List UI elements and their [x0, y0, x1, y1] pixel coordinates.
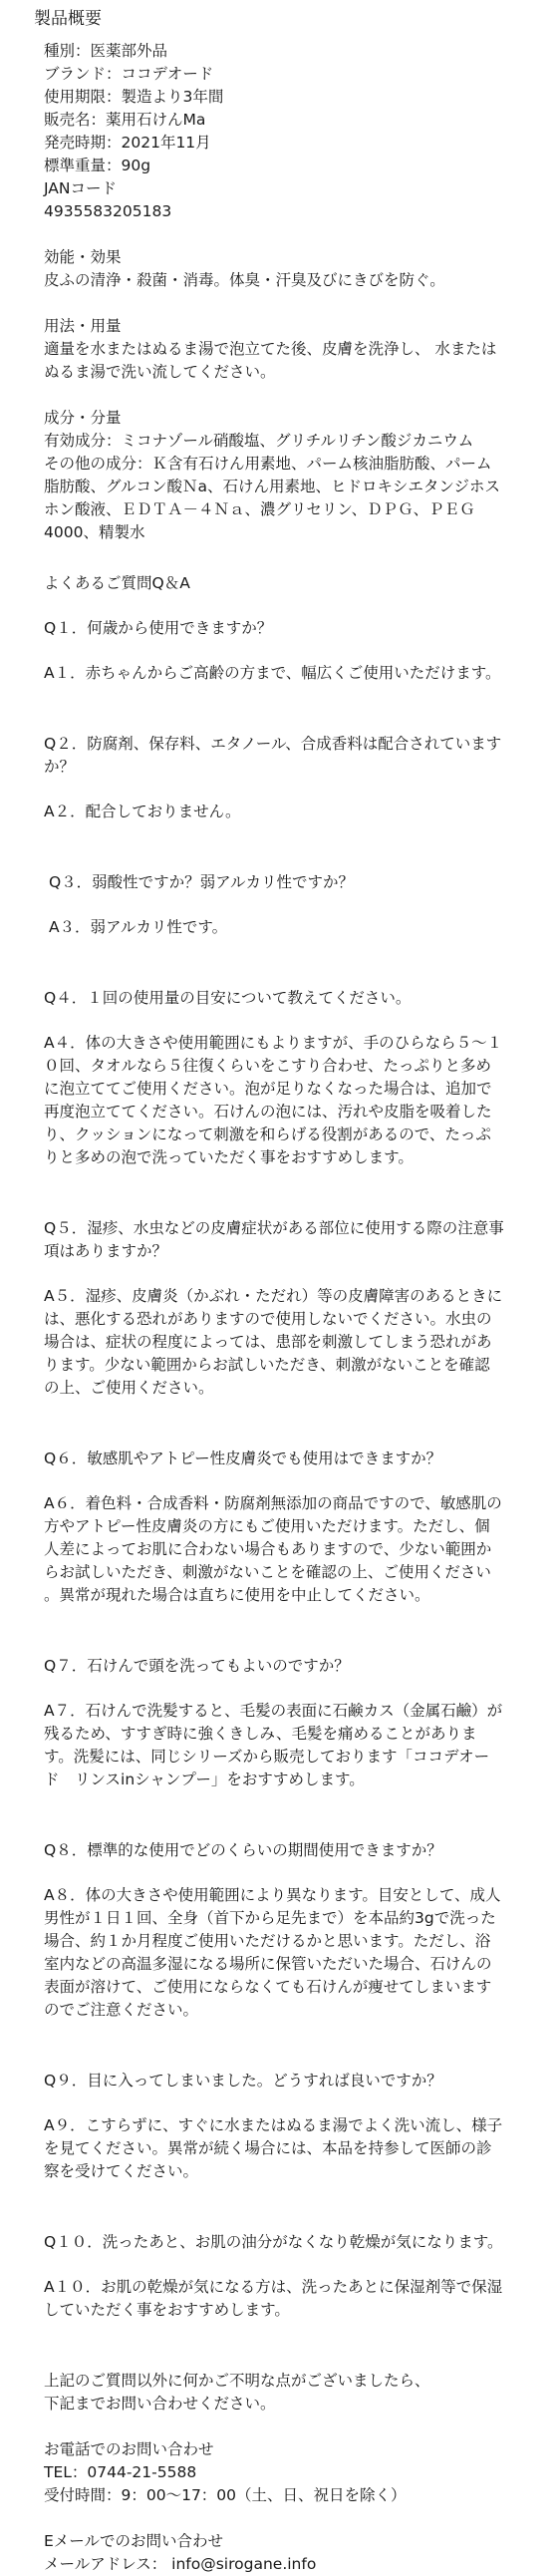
spec-weight: 標準重量：90g — [44, 157, 151, 174]
faq-question-line: Q３．弱酸性ですか？弱アルカリ性ですか？ — [44, 873, 355, 891]
faq-answer-line: のでご注意ください。 — [44, 2001, 199, 2019]
faq-answer-line: 男性が１日１回、全身（首下から足先まで）を本品約3gで洗った — [44, 1909, 496, 1927]
faq-answer-line: A３．弱アルカリ性です。 — [44, 918, 228, 936]
faq-answer — [44, 1492, 534, 1607]
usage-section — [44, 315, 534, 384]
faq-answer-line: ります。少ない範囲からお試しいただき、刺激がないことを確認 — [44, 1356, 490, 1374]
closing-line: 下記までお問い合わせください。 — [44, 2395, 276, 2413]
email-contact-heading: Eメールでのお問い合わせ — [44, 2532, 223, 2550]
spec-jan-code: 4935583205183 — [44, 202, 172, 220]
faq-question-line: Q５．湿疹、水虫などの皮膚症状がある部位に使用する際の注意事 — [44, 1219, 504, 1237]
ingredients-line: その他の成分：Ｋ含有石けん用素地、パーム核油脂肪酸、パーム — [44, 455, 492, 473]
faq-answer-line: 方やアトピー性皮膚炎の方にもご使用いただけます。ただし、個 — [44, 1517, 490, 1535]
faq-answer-line: りと多めの泡で洗っていただく事をおすすめします。 — [44, 1148, 414, 1166]
spec-list — [44, 40, 534, 223]
faq-question — [44, 1217, 534, 1263]
faq-item — [44, 871, 534, 939]
faq-item — [44, 2070, 534, 2183]
spec-sales-name: 販売名：薬用石けんMa — [44, 111, 206, 129]
faq-answer-line: 場合は、症状の程度によっては、患部を刺激してしまう恐れがあ — [44, 1333, 492, 1351]
faq-answer-line: に泡立ててご使用ください。泡が足りなくなった場合は、追加で — [44, 1080, 492, 1098]
faq-item — [44, 1655, 534, 1791]
faq-answer-line: ０回、タオルなら５往復くらいをこすり合わせ、たっぷりと多め — [44, 1057, 492, 1075]
faq-heading-text: よくあるご質問Q＆A — [44, 574, 190, 592]
spec-type: 種別：医薬部外品 — [44, 42, 168, 60]
faq-answer-line: 再度泡立ててください。石けんの泡には、汚れや皮脂を吸着した — [44, 1103, 492, 1121]
faq-item — [44, 1839, 534, 2022]
ingredients-line: 脂肪酸、グルコン酸Ｎa、石けん用素地、ヒドロキシエタンジホス — [44, 478, 500, 495]
faq-answer-line: A２．配合しておりません。 — [44, 803, 241, 820]
closing-note — [44, 2370, 534, 2415]
faq-answer-line: A１０．お肌の乾燥が気になる方は、洗ったあとに保湿剤等で保湿 — [44, 2278, 503, 2296]
faq-answer-line: 表面が溶けて、ご使用にならなくても石けんが痩せてしまいます — [44, 1978, 492, 1996]
phone-hours: 受付時間：9：00～17：00（土、日、祝日を除く） — [44, 2486, 407, 2504]
email-contact — [44, 2530, 534, 2576]
ingredients-line: 4000、精製水 — [44, 523, 145, 541]
faq-answer-line: 人差によってお肌に合わない場合もありますので、少ない範囲か — [44, 1540, 492, 1558]
faq-answer — [44, 1032, 534, 1169]
faq-question-line: Q１０．洗ったあと、お肌の油分がなくなり乾燥が気になります。 — [44, 2233, 503, 2251]
ingredients-line: ホン酸液、ＥＤＴＡ－４Ｎａ、濃グリセリン、ＤＰＧ、ＰＥＧ — [44, 500, 475, 518]
faq-question — [44, 1655, 534, 1678]
faq-answer — [44, 662, 534, 685]
faq-question-line: Q２．防腐剤、保存料、エタノール、合成香料は配合されています — [44, 735, 502, 753]
faq-question — [44, 617, 534, 640]
spec-jan-label: JANコード — [44, 179, 117, 197]
page-title: 製品概要 — [34, 9, 102, 29]
faq-question — [44, 871, 534, 894]
faq-question — [44, 987, 534, 1010]
faq-answer-line: 察を受けてください。 — [44, 2162, 199, 2180]
usage-text-line: 適量を水またはぬるま湯で泡立てた後、皮膚を洗浄し、 水または — [44, 340, 497, 358]
ingredients-section — [44, 407, 534, 544]
faq-answer-line: を見てください。異常が続く場合には、本品を持参して医師の診 — [44, 2139, 492, 2157]
faq-answer-line: A１．赤ちゃんからご高齢の方まで、幅広くご使用いただけます。 — [44, 664, 501, 682]
usage-text-line: ぬるま湯で洗い流してください。 — [44, 363, 276, 381]
faq-answer-line: A８．体の大きさや使用範囲により異なります。目安として、成人 — [44, 1886, 501, 1904]
faq-item — [44, 1448, 534, 1607]
faq-answer — [44, 1285, 534, 1400]
faq-answer-line: り、クッションになって刺激を和らげる役割があるので、たっぷ — [44, 1126, 491, 1143]
faq-item — [44, 987, 534, 1169]
faq-answer-line: ド リンスinシャンプー」をおすすめします。 — [44, 1771, 365, 1788]
faq-question — [44, 733, 534, 779]
effect-section — [44, 246, 534, 292]
faq-item — [44, 2231, 534, 2322]
effect-text: 皮ふの清浄・殺菌・消毒。体臭・汗臭及びにきびを防ぐ。 — [44, 271, 445, 289]
faq-answer-line: 残るため、すすぎ時に強くきしみ、毛髪を痛めることがありま — [44, 1725, 477, 1743]
email-address: メールアドレス： info@sirogane.info — [44, 2555, 317, 2573]
faq-question-line: Q１．何歳から使用できますか？ — [44, 619, 273, 637]
faq-question-line: Q８．標準的な使用でどのくらいの期間使用できますか？ — [44, 1841, 442, 1859]
faq-answer — [44, 801, 534, 823]
phone-number: TEL：0744-21-5588 — [44, 2463, 197, 2481]
faq-question-line: か？ — [44, 758, 76, 776]
faq-item — [44, 617, 534, 685]
faq-answer-line: 。異常が現れた場合は直ちに使用を中止してください。 — [44, 1586, 430, 1604]
spec-expiry: 使用期限：製造より3年間 — [44, 88, 224, 106]
faq-answer-line: A４．体の大きさや使用範囲にもよりますが、手のひらなら５～１ — [44, 1034, 503, 1052]
faq-answer-line: 場合、約１か月程度ご使用いただけるかと思います。ただし、浴 — [44, 1932, 491, 1950]
faq-answer-line: A６．着色料・合成香料・防腐剤無添加の商品ですので、敏感肌の — [44, 1494, 502, 1512]
faq-question-line: Q７．石けんで頭を洗ってもよいのですか？ — [44, 1657, 350, 1675]
phone-contact — [44, 2438, 534, 2507]
faq-answer-line: A５．湿疹、皮膚炎（かぶれ・ただれ）等の皮膚障害のあるときに — [44, 1287, 503, 1305]
faq-answer-line: A７．石けんで洗髪すると、毛髪の表面に石鹸カス（金属石鹼）が — [44, 1702, 503, 1720]
faq-answer-line: らお試しいただき、刺激がないことを確認の上、ご使用ください — [44, 1563, 491, 1581]
faq-question — [44, 1448, 534, 1470]
faq-list — [44, 617, 534, 2322]
faq-answer-line: は、悪化する恐れがありますので使用しないでください。水虫の — [44, 1310, 492, 1328]
closing-line: 上記のご質問以外に何かご不明な点がございましたら、 — [44, 2372, 430, 2390]
spec-brand: ブランド：ココデオード — [44, 65, 214, 83]
faq-question-line: Q４．１回の使用量の目安について教えてください。 — [44, 989, 412, 1007]
faq-question — [44, 2070, 534, 2093]
usage-heading: 用法・用量 — [44, 317, 122, 335]
faq-heading — [44, 572, 534, 595]
faq-answer-line: A９．こすらずに、すぐに水またはぬるま湯でよく洗い流し、様子 — [44, 2116, 503, 2134]
faq-question-line: Q９．目に入ってしまいました。どうすれば良いですか？ — [44, 2072, 442, 2090]
faq-answer — [44, 916, 534, 939]
faq-question — [44, 2231, 534, 2254]
faq-question — [44, 1839, 534, 1862]
faq-item — [44, 733, 534, 823]
faq-answer — [44, 2114, 534, 2183]
phone-contact-heading: お電話でのお問い合わせ — [44, 2440, 214, 2458]
faq-answer — [44, 1884, 534, 2022]
faq-answer — [44, 2276, 534, 2322]
spec-release-date: 発売時期：2021年11月 — [44, 134, 211, 152]
faq-question-line: 項はありますか？ — [44, 1242, 168, 1260]
faq-answer — [44, 1700, 534, 1791]
faq-answer-line: の上、ご使用ください。 — [44, 1379, 214, 1397]
faq-answer-line: 室内などの高温多湿になる場所に保管いただいた場合、石けんの — [44, 1955, 492, 1973]
faq-question-line: Q６．敏感肌やアトピー性皮膚炎でも使用はできますか？ — [44, 1449, 442, 1467]
faq-answer-line: す。洗髪には、同じシリーズから販売しております「ココデオー — [44, 1748, 490, 1766]
faq-answer-line: していただく事をおすすめします。 — [44, 2301, 290, 2319]
ingredients-line: 有効成分：ミコナゾール硝酸塩、グリチルリチン酸ジカニウム — [44, 432, 474, 450]
ingredients-heading: 成分・分量 — [44, 409, 122, 427]
faq-item — [44, 1217, 534, 1400]
effect-heading: 効能・効果 — [44, 248, 122, 266]
